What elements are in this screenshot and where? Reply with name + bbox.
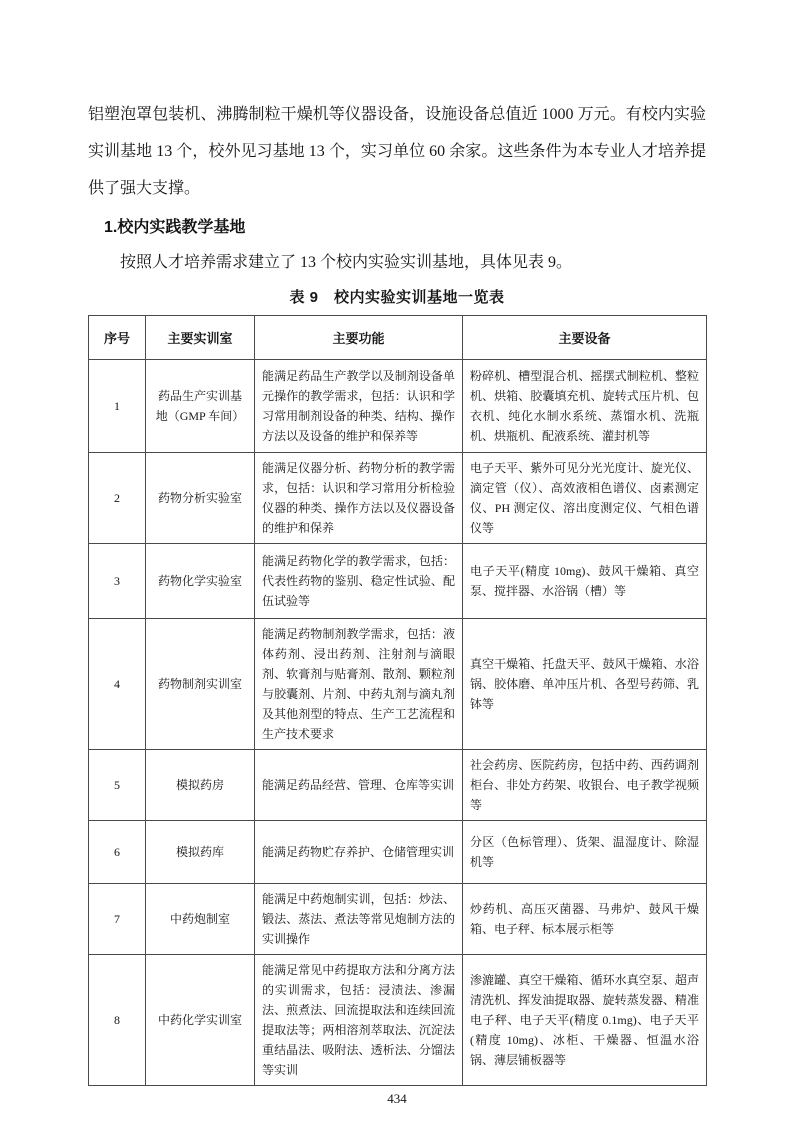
table-row [89, 619, 707, 750]
cell-room: 药品生产实训基地（GMP 车间） [146, 360, 255, 453]
intro-paragraph: 铝塑泡罩包装机、沸腾制粒干燥机等仪器设备，设施设备总值近 1000 万元。有校内实验实训基地 13 个，校外见习基地 13 个，实习单位 60 余家。这些条件为本专业人才培养提供了强大支撑。 [88, 106, 706, 197]
cell-equipment: 炒药机、高压灭菌器、马弗炉、鼓风干燥箱、电子秤、标本展示柜等 [463, 884, 707, 955]
cell-room: 药物分析实验室 [146, 453, 255, 544]
table-row [89, 955, 707, 1086]
page-number: 434 [387, 1091, 407, 1106]
training-base-table [88, 315, 707, 1086]
cell-equipment: 社会药房、医院药房，包括中药、西药调剂柜台、非处方药架、收银台、电子教学视频等 [463, 750, 707, 821]
cell-function: 能满足中药炮制实训，包括：炒法、锻法、蒸法、煮法等常见炮制方法的实训操作 [255, 884, 463, 955]
cell-no: 1 [89, 360, 146, 453]
column-header-function: 主要功能 [255, 316, 463, 360]
table-row [89, 453, 707, 544]
table-header-row [89, 316, 707, 360]
cell-no: 7 [89, 884, 146, 955]
table-row [89, 884, 707, 955]
cell-function: 能满足药物贮存养护、仓储管理实训 [255, 821, 463, 884]
column-header-room: 主要实训室 [146, 316, 255, 360]
cell-no: 4 [89, 619, 146, 750]
cell-equipment: 分区（色标管理）、货架、温湿度计、除湿机等 [463, 821, 707, 884]
cell-function: 能满足仪器分析、药物分析的教学需求，包括：认识和学习常用分析检验仪器的种类、操作方法以及仪器设备的维护和保养 [255, 453, 463, 544]
cell-room: 中药化学实训室 [146, 955, 255, 1086]
cell-room: 中药炮制室 [146, 884, 255, 955]
cell-room: 药物化学实验室 [146, 544, 255, 619]
cell-equipment: 电子天平、紫外可见分光光度计、旋光仪、滴定管（仪）、高效液相色谱仪、卤素测定仪、PH 测定仪、溶出度测定仪、气相色谱仪等 [463, 453, 707, 544]
cell-function: 能满足药物化学的教学需求，包括：代表性药物的鉴别、稳定性试验、配伍试验等 [255, 544, 463, 619]
table-row [89, 544, 707, 619]
column-header-no: 序号 [89, 316, 146, 360]
cell-no: 8 [89, 955, 146, 1086]
cell-function: 能满足常见中药提取方法和分离方法的实训需求，包括：浸渍法、渗漏法、煎煮法、回流提取法和连续回流提取法等；两相溶剂萃取法、沉淀法重结晶法、吸附法、透析法、分馏法等实训 [255, 955, 463, 1086]
section-paragraph: 按照人才培养需求建立了 13 个校内实验实训基地，具体见表 9。 [120, 254, 573, 271]
cell-equipment: 粉碎机、槽型混合机、摇摆式制粒机、整粒机、烘箱、胶囊填充机、旋转式压片机、包衣机、纯化水制水系统、蒸馏水机、洗瓶机、烘瓶机、配液系统、灌封机等 [463, 360, 707, 453]
cell-no: 3 [89, 544, 146, 619]
table-row [89, 750, 707, 821]
cell-room: 模拟药房 [146, 750, 255, 821]
cell-function: 能满足药品经营、管理、仓库等实训 [255, 750, 463, 821]
cell-equipment: 渗漉罐、真空干燥箱、循环水真空泵、超声清洗机、挥发油提取器、旋转蒸发器、精准电子秤、电子天平(精度 0.1mg)、电子天平(精度 10mg)、冰柜、干燥器、恒温水浴锅、薄层铺板器等 [463, 955, 707, 1086]
table-row [89, 360, 707, 453]
cell-no: 5 [89, 750, 146, 821]
table-row [89, 821, 707, 884]
cell-room: 模拟药库 [146, 821, 255, 884]
cell-no: 2 [89, 453, 146, 544]
table-title: 表 9 校内实验实训基地一览表 [289, 289, 505, 306]
cell-function: 能满足药物制剂教学需求，包括：液体药剂、浸出药剂、注射剂与滴眼剂、软膏剂与贴膏剂、散剂、颗粒剂与胶囊剂、片剂、中药丸剂与滴丸剂及其他剂型的特点、生产工艺流程和生产技术要求 [255, 619, 463, 750]
cell-no: 6 [89, 821, 146, 884]
section-heading: 1.校内实践教学基地 [104, 219, 246, 236]
cell-function: 能满足药品生产教学以及制剂设备单元操作的教学需求，包括：认识和学习常用制剂设备的种类、结构、操作方法以及设备的维护和保养等 [255, 360, 463, 453]
cell-equipment: 电子天平(精度 10mg)、鼓风干燥箱、真空泵、搅拌器、水浴锅（槽）等 [463, 544, 707, 619]
cell-equipment: 真空干燥箱、托盘天平、鼓风干燥箱、水浴锅、胶体磨、单冲压片机、各型号药筛、乳钵等 [463, 619, 707, 750]
cell-room: 药物制剂实训室 [146, 619, 255, 750]
column-header-equipment: 主要设备 [463, 316, 707, 360]
